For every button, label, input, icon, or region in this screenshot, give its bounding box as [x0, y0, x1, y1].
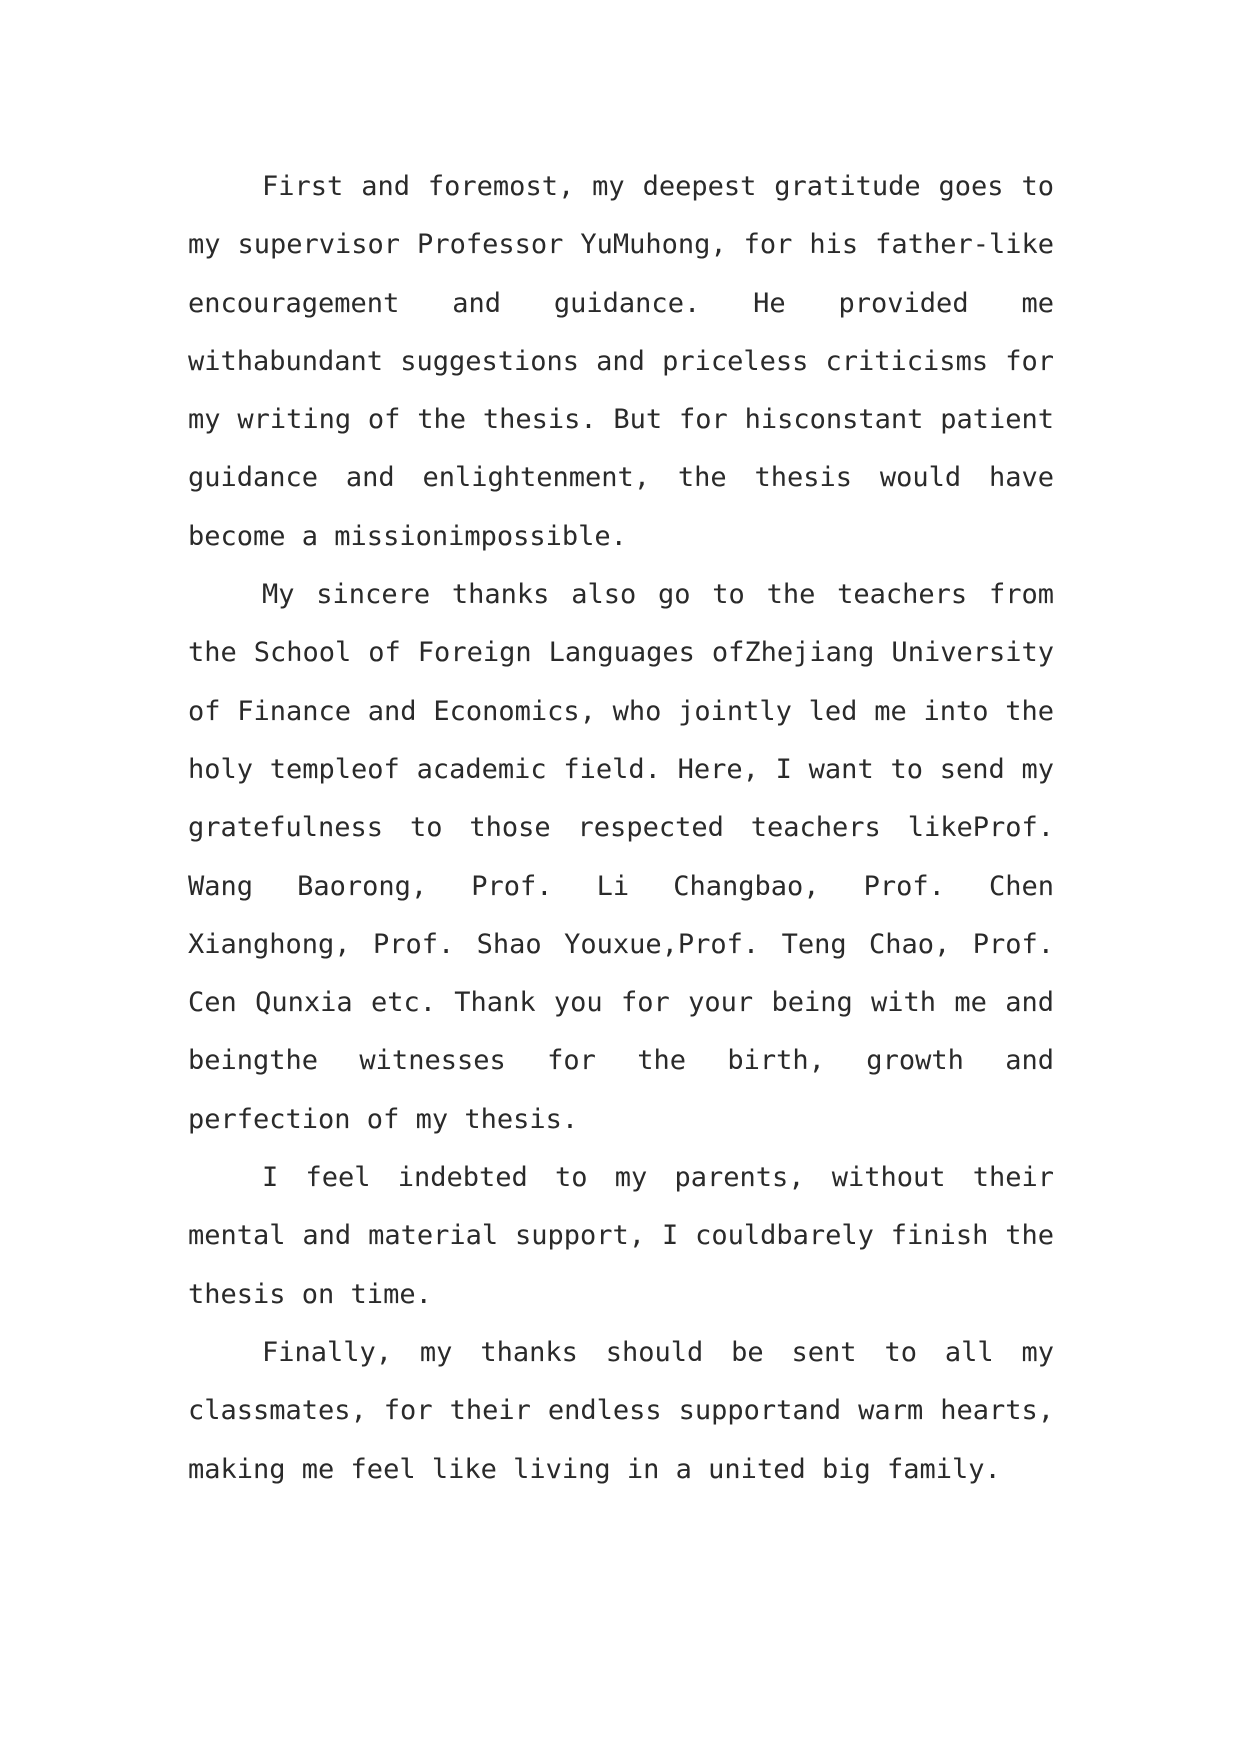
- paragraph-parents-thanks: I feel indebted to my parents, without their mental and material support, I couldbarely finish the thesis on time.: [188, 1162, 1054, 1310]
- paragraph-classmates-thanks: Finally, my thanks should be sent to all my classmates, for their endless supportand warm hearts, making me feel like living in a united big family.: [188, 1336, 1054, 1485]
- paragraph-supervisor-gratitude: First and foremost, my deepest gratitude goes to my supervisor Professor YuMuhong, for his father-like encouragement and guidance. He provided me withabundant suggestions and priceless criticisms for my writing of the thesis. But for hisconstant patient guidance and enlightenment, the thesis would have become a missionimpossible.: [188, 171, 1054, 552]
- acknowledgements-body: [188, 158, 1054, 1499]
- paragraph-teachers-thanks: My sincere thanks also go to the teachers from the School of Foreign Languages ofZhejiang University of Finance and Economics, who jointly led me into the holy templeof academic field. Here, I want to send my gratefulness to those respected teachers likeProf. Wang Baorong, Prof. Li Changbao, Prof. Chen Xianghong, Prof. Shao Youxue,Prof. Teng Chao, Prof. Cen Qunxia etc. Thank you for your being with me and beingthe witnesses for the birth, growth and perfection of my thesis.: [188, 579, 1054, 1135]
